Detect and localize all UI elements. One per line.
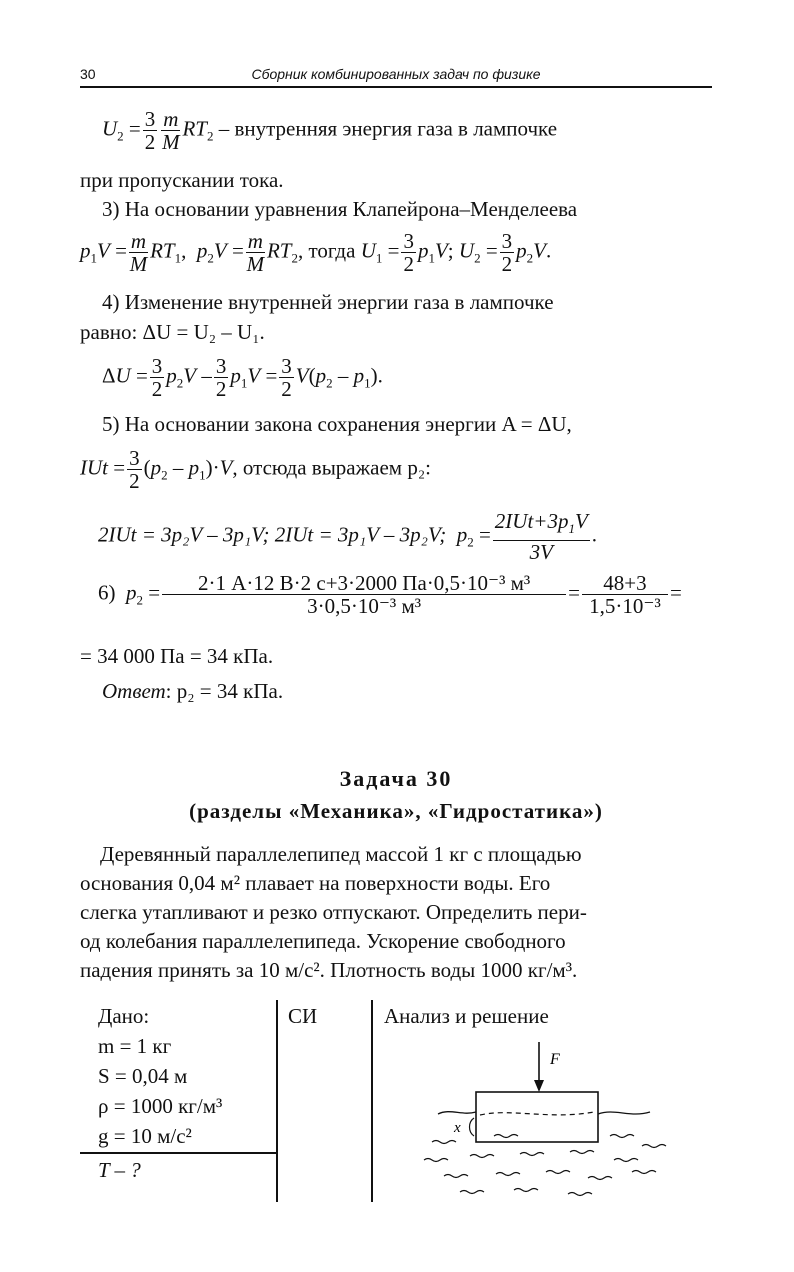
formula-delta-u: ΔU = $\frac{3}{2}$ $p_2V$ – $\frac{3}{2}$ $p_1V$ = $\frac{3}{2}$ $V(p_2 - p_1)$.	[102, 354, 383, 401]
problem-line: падения принять за 10 м/с². Плотность воды 1000 кг/м³.	[80, 958, 578, 982]
given-item: ρ = 1000 кг/м³	[98, 1094, 223, 1118]
formula-u2: $U_2$ = $\frac{3}{2}$ $\frac{m}{M}$ $RT_2$ – внутренняя энергия газа в лампочке	[102, 107, 558, 154]
running-title: Сборник комбинированных задач по физике	[251, 66, 541, 82]
given-item: m = 1 кг	[98, 1034, 172, 1058]
table-divider	[371, 1000, 373, 1202]
given-item: g = 10 м/с²	[98, 1124, 192, 1148]
formula-numeric: 6) $p_2$ = 2·1 А·12 В·2 с+3·2000 Па·0,5·10⁻³ м³ 3·0,5·10⁻³ м³ = $\frac{48+3}{\text{1,5·10⁻³}}$ =	[98, 571, 682, 618]
answer-label: Ответ	[102, 679, 166, 703]
table-divider	[276, 1000, 278, 1202]
text-line: при пропускании тока.	[80, 168, 284, 192]
text-line: 4) Изменение внутренней энергии газа в лампочке	[102, 290, 554, 314]
page-header	[80, 60, 712, 88]
find-item: T – ?	[98, 1158, 141, 1182]
formula-energy-text: , отсюда выражаем p₂:	[232, 455, 431, 480]
text-line: 5) На основании закона сохранения энергии A = ΔU,	[102, 412, 572, 436]
formula-u2-text: – внутренняя энергия газа в лампочке	[213, 116, 558, 141]
given-item: S = 0,04 м	[98, 1064, 188, 1088]
formula-energy: IUt = $\frac{3}{2}$ $(p_2 - p_1)\cdot V$, отсюда выражаем p₂:	[80, 446, 431, 493]
then-word: , тогда	[297, 238, 356, 263]
text-line: = 34 000 Па = 34 кПа.	[80, 644, 274, 668]
answer-value: : p₂ = 34 кПа.	[165, 679, 284, 703]
x-label: x	[454, 1120, 461, 1136]
formula-p2: 2IUt = 3p₂V – 3p₁V; 2IUt = 3p₁V – 3p₂V; $p_2$ = $2IUt+3p_1V$ 3V .	[98, 509, 598, 565]
problem-text	[80, 840, 712, 985]
force-label: F	[550, 1051, 560, 1068]
block	[476, 1092, 598, 1142]
text-line: равно: ΔU = U₂ – U₁.	[80, 320, 265, 344]
floating-block-figure	[410, 1036, 680, 1206]
page-number: 30	[80, 66, 96, 82]
answer-line	[102, 679, 283, 703]
si-header: СИ	[288, 1004, 318, 1028]
problem-line: основания 0,04 м² плавает на поверхности воды. Его	[80, 871, 551, 895]
problem-line: од колебания параллелепипеда. Ускорение свободного	[80, 929, 566, 953]
text-line: 3) На основании уравнения Клапейрона–Менделеева	[102, 197, 578, 221]
given-underline	[80, 1152, 277, 1154]
problem-line: Деревянный параллелепипед массой 1 кг с площадью	[100, 842, 582, 866]
force-arrow-head	[534, 1080, 544, 1092]
numeric-numerator-2: 48+3	[582, 572, 668, 595]
problem-subtitle: (разделы «Механика», «Гидростатика»)	[189, 799, 603, 823]
water-surface	[598, 1112, 650, 1114]
problem-line: слегка утапливают и резко отпускают. Определить пери-	[80, 900, 587, 924]
problem-title: Задача 30	[339, 766, 453, 791]
formula-clapeyron: $p_1V$ = $\frac{m}{M}$ $RT_1$, $p_2V$ = $\frac{m}{M}$ $RT_2$, тогда $U_1$ = $\frac{3}{2}$ $p_1V$; $U_2$ = $\frac{3}{2}$ $p_2V$.	[80, 229, 552, 276]
water-waves	[424, 1135, 666, 1196]
given-header: Дано:	[98, 1004, 150, 1028]
waterline-dashed	[480, 1112, 594, 1115]
water-surface	[438, 1112, 476, 1114]
analysis-header: Анализ и решение	[384, 1004, 549, 1028]
numeric-denominator: 3·0,5·10⁻³ м³	[307, 594, 422, 618]
formula-p2-eq: 2IUt = 3p₂V – 3p₁V; 2IUt = 3p₁V – 3p₂V;	[98, 522, 447, 547]
numeric-numerator: 2·1 А·12 В·2 с+3·2000 Па·0,5·10⁻³ м³	[162, 572, 566, 595]
x-brace	[470, 1118, 475, 1136]
numeric-denominator-2: 1,5·10⁻³	[589, 594, 661, 618]
